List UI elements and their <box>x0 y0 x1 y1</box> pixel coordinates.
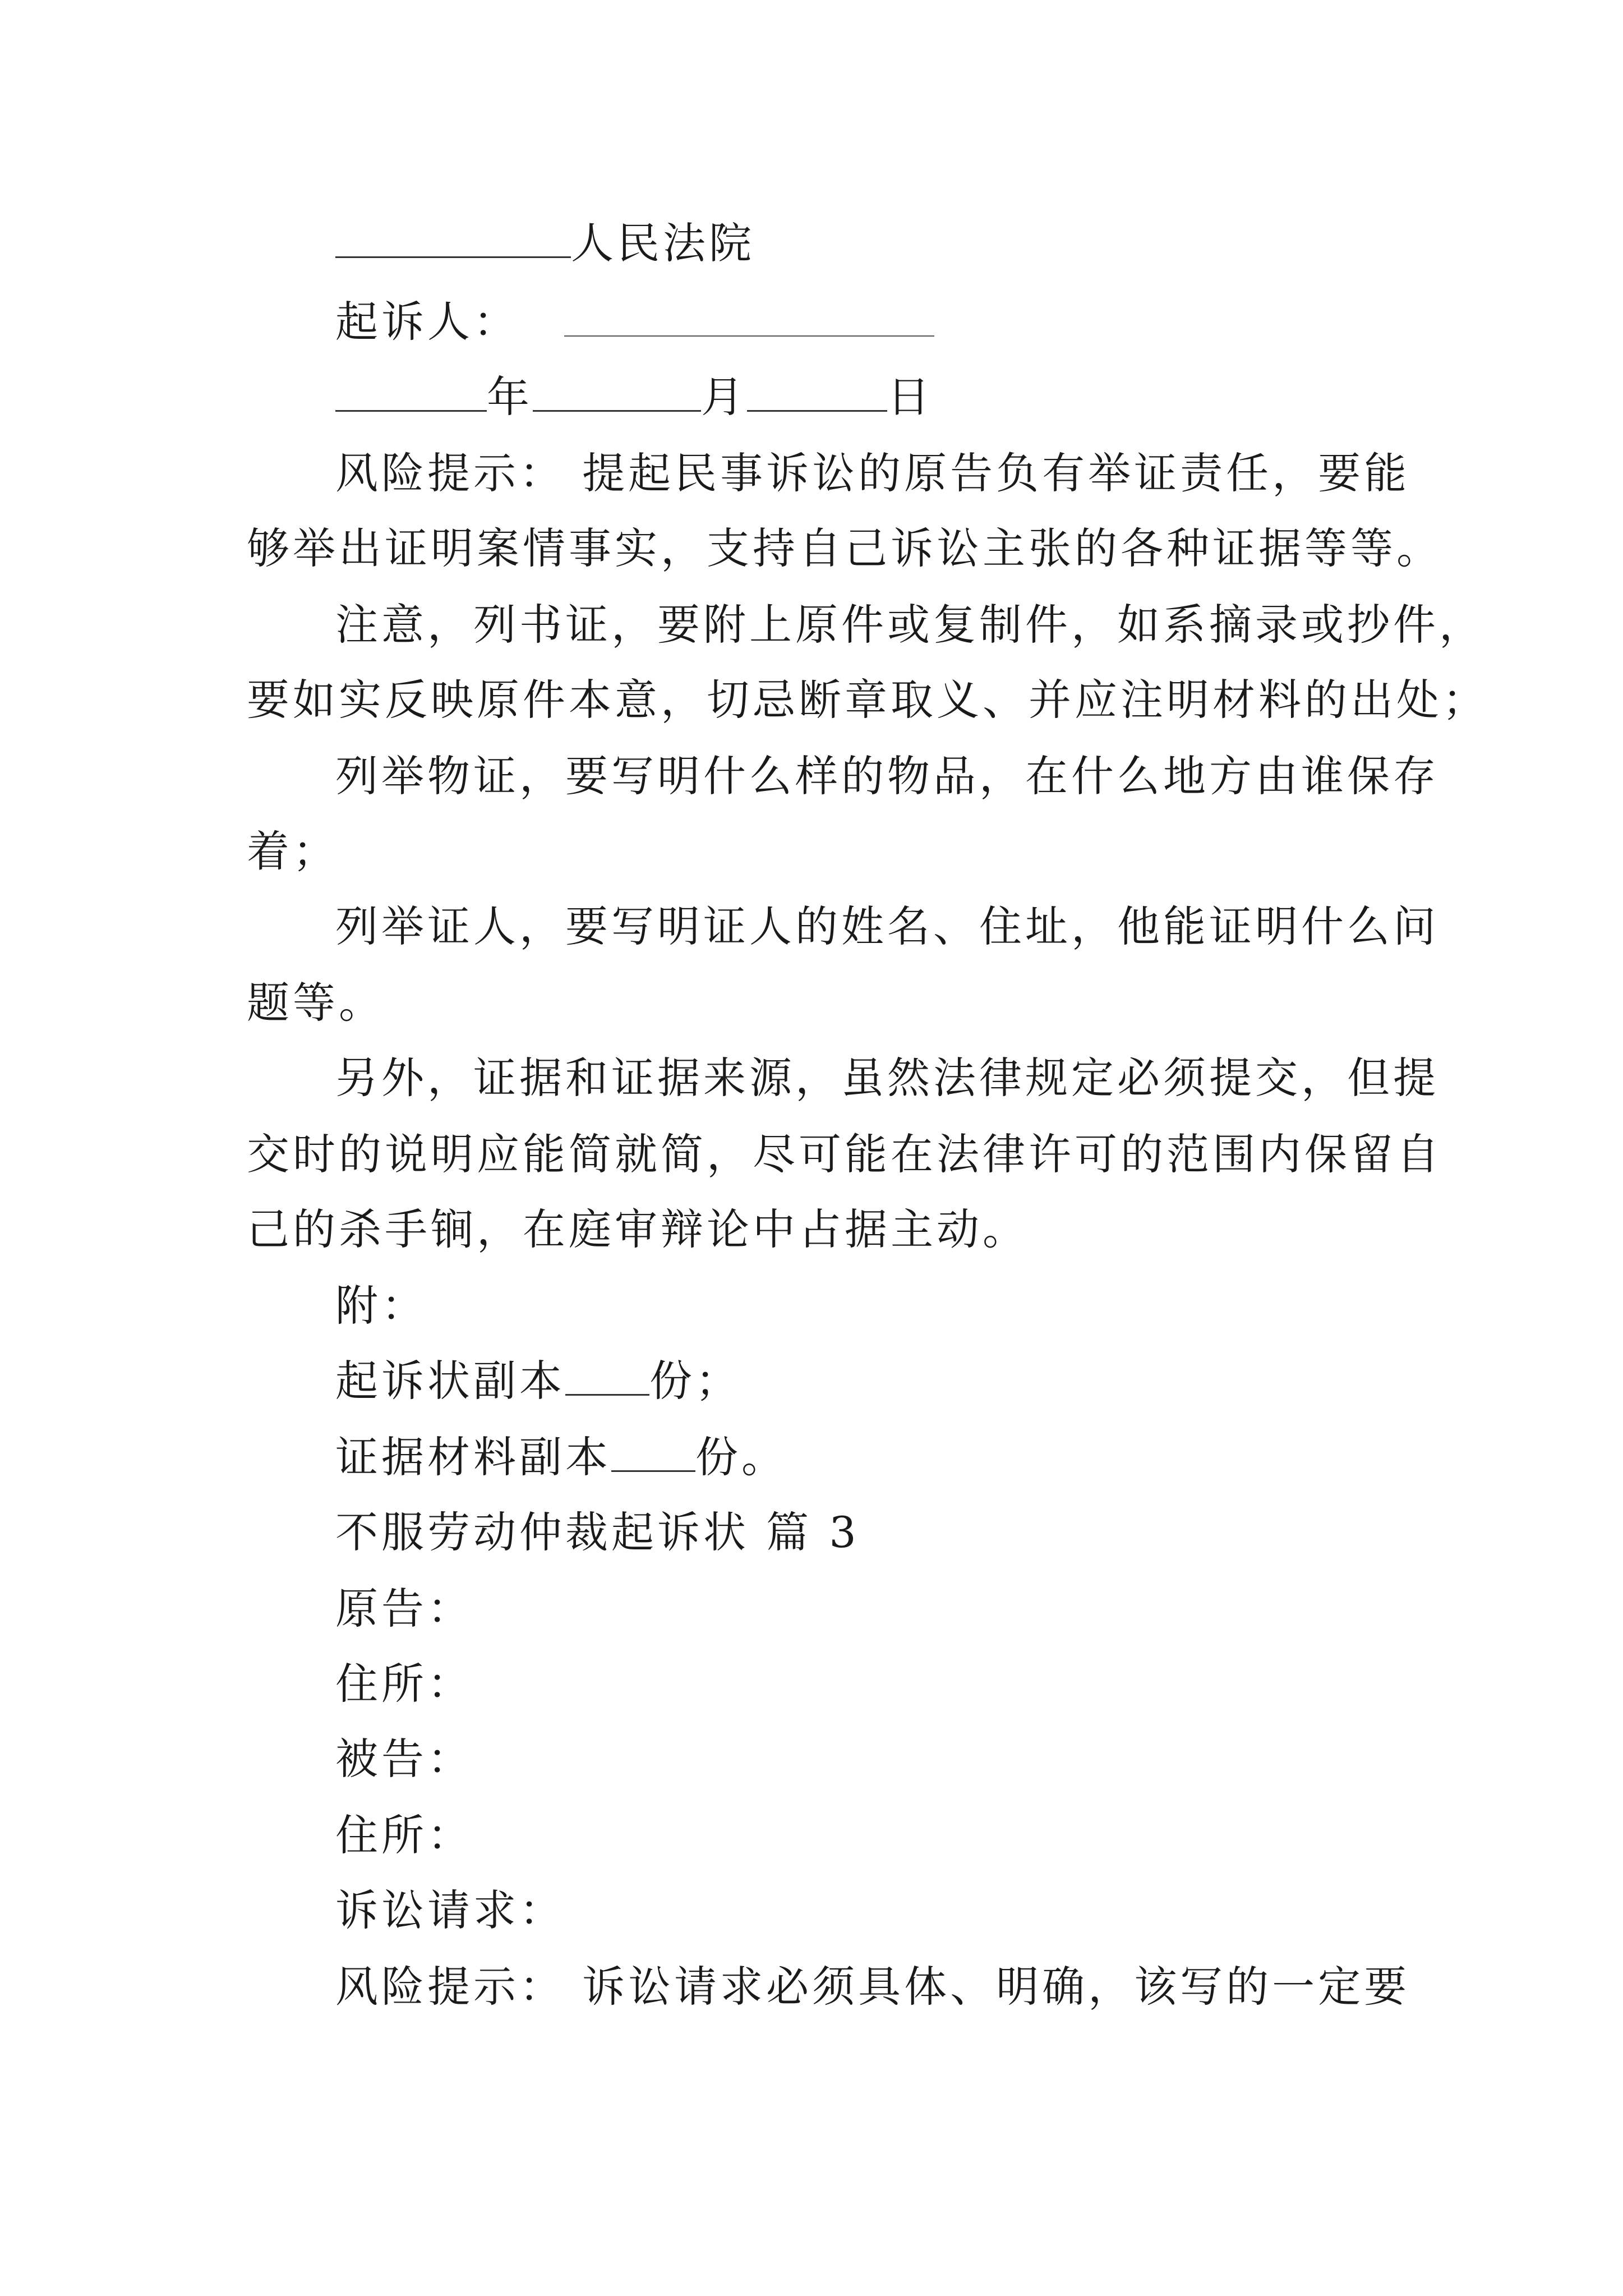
year-label: 年 <box>487 372 533 422</box>
physical-evidence-line-1: 列举物证，要写明什么样的物品，在什么地方由谁保存 <box>335 751 1439 801</box>
month-blank <box>533 372 701 412</box>
year-blank <box>335 372 487 412</box>
evidence-copy-suffix: 份。 <box>695 1432 787 1482</box>
complaint-copy-suffix: 份； <box>649 1356 741 1406</box>
plaintiff-address-field: 住所： <box>335 1659 473 1709</box>
physical-evidence-line-2: 着； <box>247 826 339 876</box>
complaint-copy-prefix: 起诉状副本 <box>335 1356 565 1406</box>
evidence-copy-line <box>335 1430 787 1484</box>
evidence-copy-prefix: 证据材料副本 <box>335 1432 611 1482</box>
court-suffix: 人民法院 <box>571 218 755 268</box>
plaintiff-signature-label: 起诉人： <box>335 297 519 347</box>
month-label: 月 <box>701 372 747 422</box>
evidence-copy-blank <box>611 1432 695 1472</box>
other-line-2: 交时的说明应能简就简，尽可能在法律许可的范围内保留自 <box>247 1129 1442 1179</box>
plaintiff-signature-blank <box>564 304 934 337</box>
date-line <box>335 370 933 424</box>
attachment-label: 附： <box>335 1281 427 1331</box>
day-blank <box>747 372 887 412</box>
plaintiff-field: 原告： <box>335 1584 473 1634</box>
court-name-blank <box>335 218 571 258</box>
risk-notice-1-line-2: 够举出证明案情事实，支持自己诉讼主张的各种证据等等。 <box>247 523 1442 573</box>
other-line-1: 另外，证据和证据来源，虽然法律规定必须提交，但提 <box>335 1053 1439 1103</box>
defendant-field: 被告： <box>335 1734 473 1784</box>
note-line-1: 注意，列书证，要附上原件或复制件，如系摘录或抄件， <box>335 600 1485 650</box>
plaintiff-signature-line <box>335 295 934 349</box>
defendant-address-field: 住所： <box>335 1810 473 1860</box>
other-line-3: 己的杀手锏，在庭审辩论中占据主动。 <box>247 1204 1029 1254</box>
section-title: 不服劳动仲裁起诉状 篇 3 <box>335 1507 860 1557</box>
witness-line-2: 题等。 <box>247 978 385 1028</box>
claims-field: 诉讼请求： <box>335 1885 565 1935</box>
complaint-copy-blank <box>565 1356 649 1396</box>
witness-line-1: 列举证人，要写明证人的姓名、住址，他能证明什么问 <box>335 901 1439 951</box>
note-line-2: 要如实反映原件本意，切忌断章取义、并应注明材料的出处； <box>247 675 1488 725</box>
complaint-copy-line <box>335 1354 741 1408</box>
court-line <box>335 217 755 270</box>
risk-notice-1-line-1: 风险提示： 提起民事诉讼的原告负有举证责任，要能 <box>335 448 1410 498</box>
day-label: 日 <box>887 372 933 422</box>
risk-notice-2-line-1: 风险提示： 诉讼请求必须具体、明确，该写的一定要 <box>335 1962 1410 2012</box>
